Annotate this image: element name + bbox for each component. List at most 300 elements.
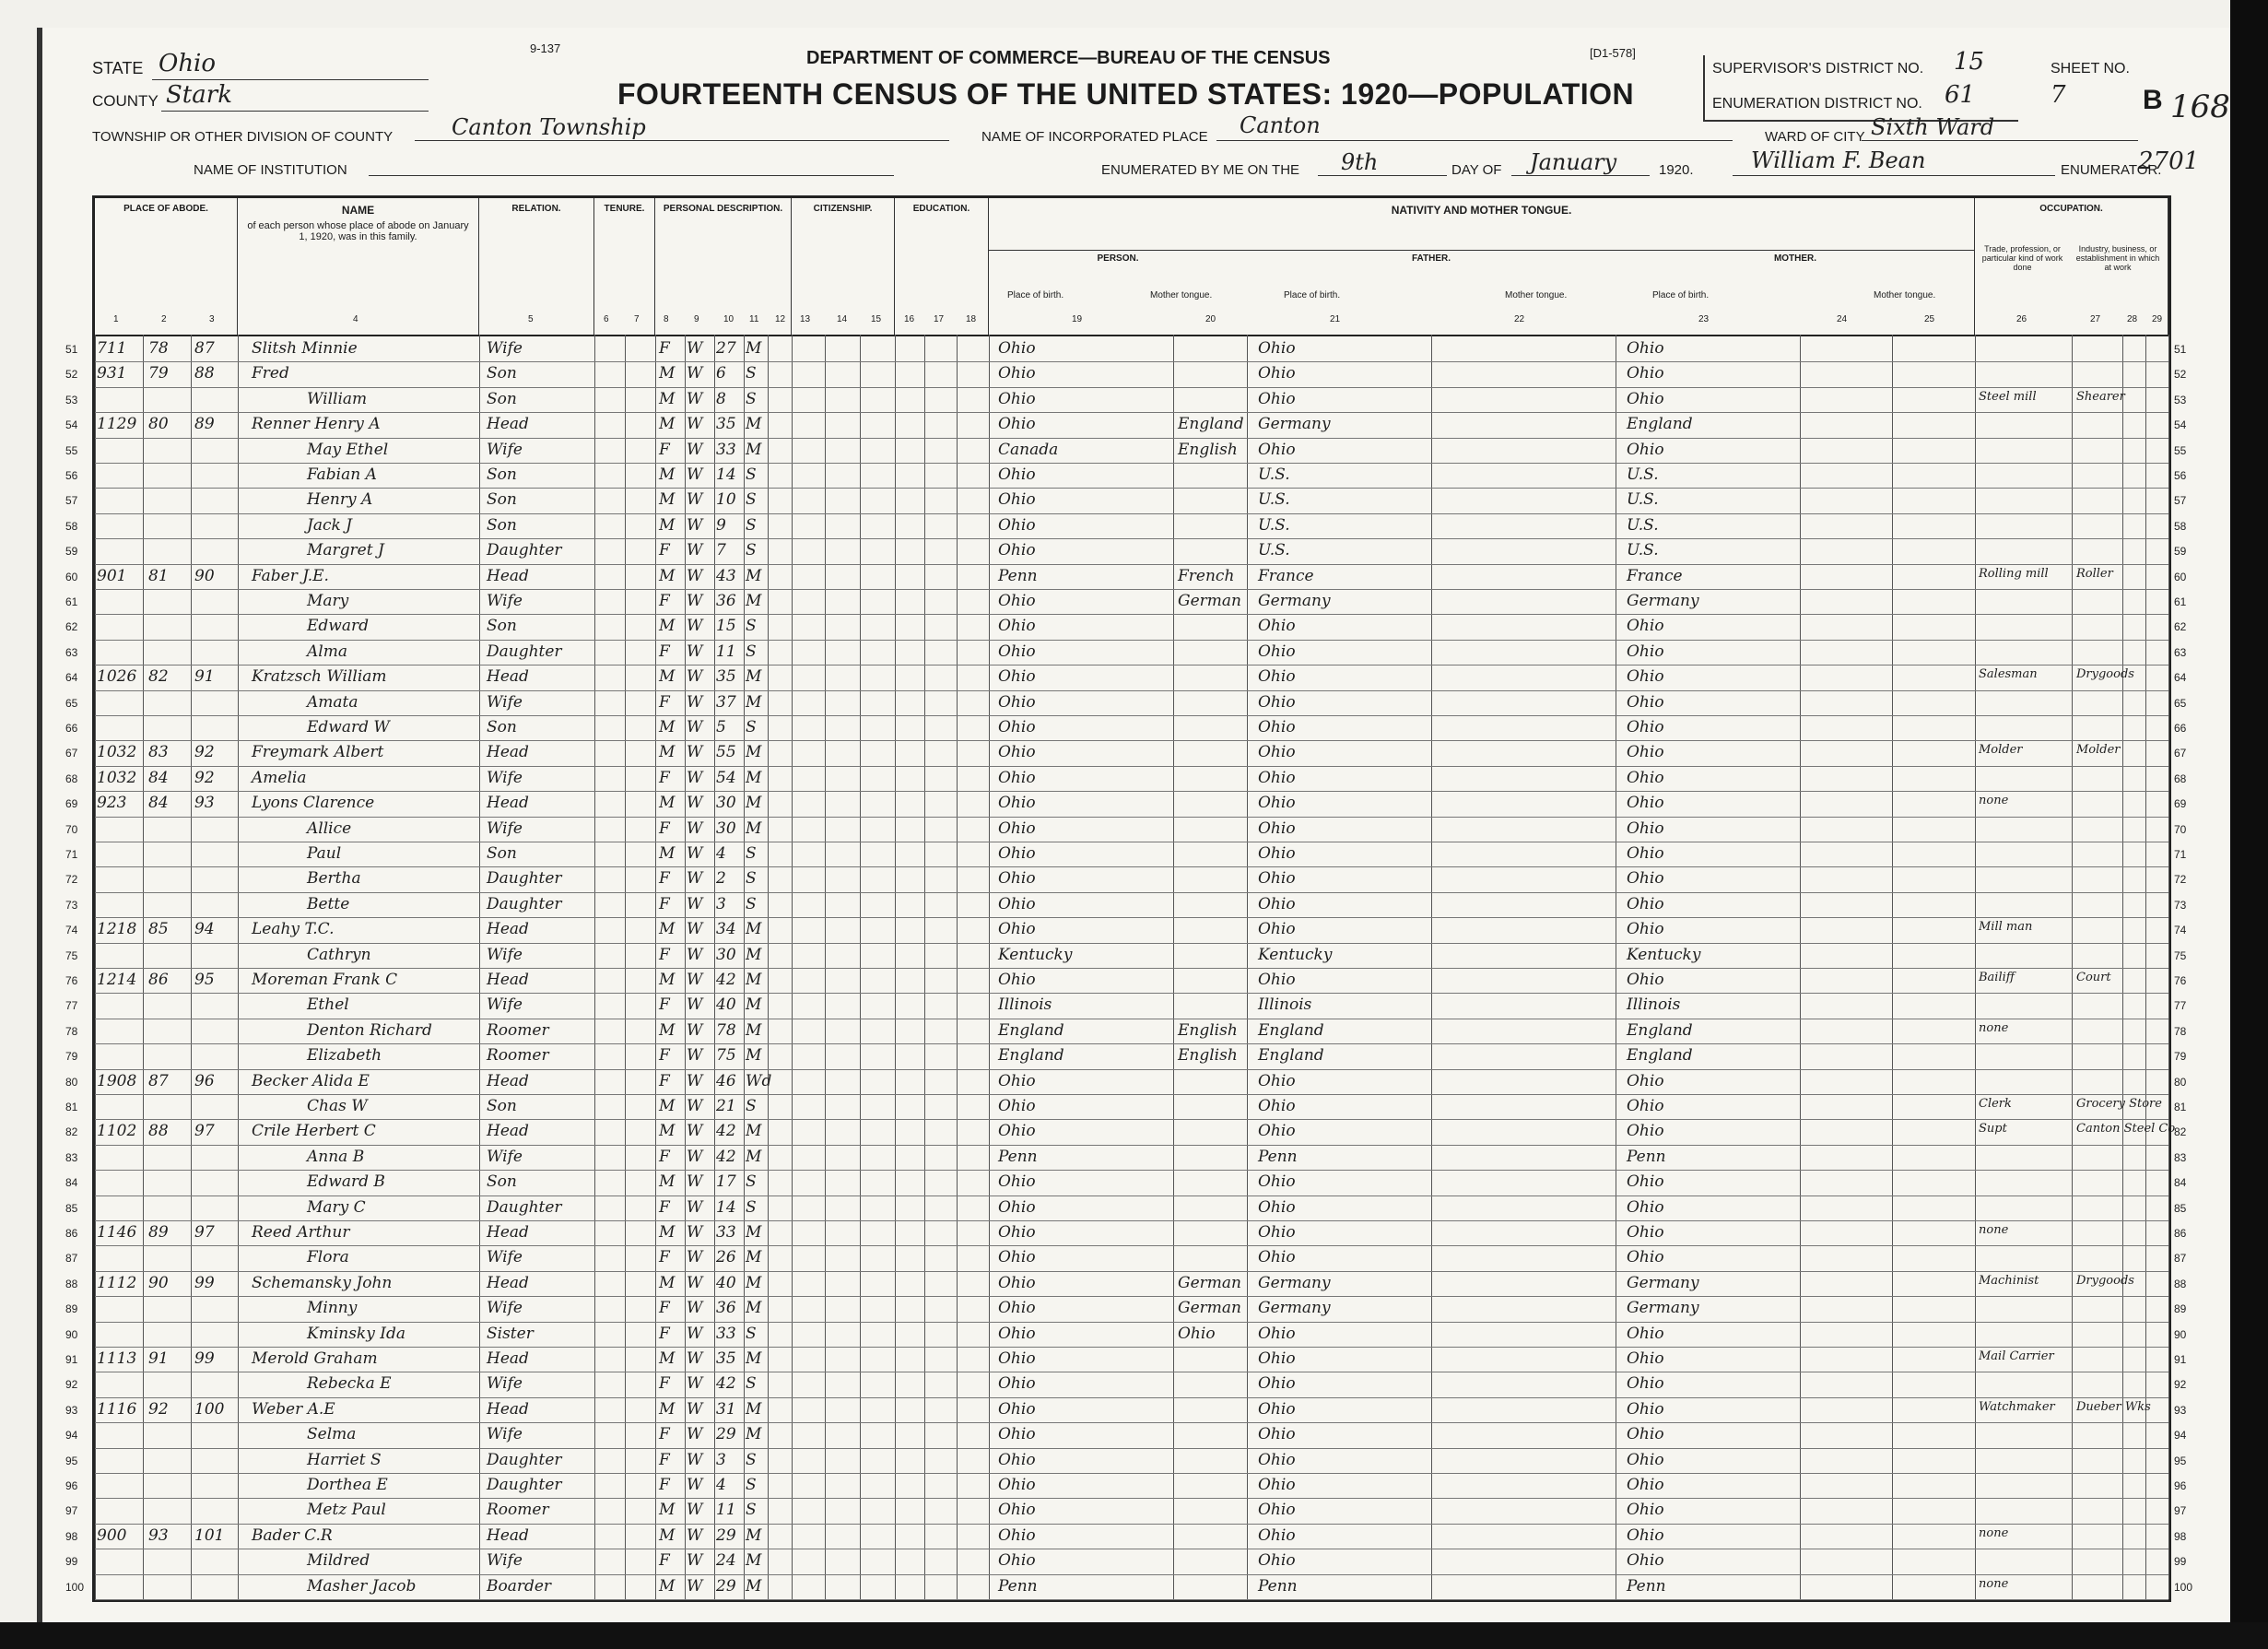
table-row (65, 740, 2187, 765)
age: 9 (716, 515, 726, 535)
person-name: Faber J.E. (252, 566, 329, 585)
supervisor-value: 15 (1954, 48, 1985, 76)
birthplace: Ohio (998, 869, 1036, 889)
mother-birthplace: Ohio (1627, 1172, 1664, 1192)
marital-status: S (746, 1324, 757, 1343)
house-number: 1032 (97, 743, 137, 762)
relation: Wife (487, 1147, 523, 1166)
table-row (65, 438, 2187, 463)
age: 42 (716, 1147, 736, 1166)
birthplace: England (998, 1020, 1064, 1040)
race: W (687, 1020, 703, 1040)
birthplace: Ohio (998, 1374, 1036, 1394)
marital-status: M (746, 1299, 762, 1318)
sex: M (659, 490, 676, 510)
father-birthplace: Ohio (1258, 869, 1296, 889)
age: 36 (716, 1299, 736, 1318)
line-number-right: 83 (2174, 1150, 2187, 1164)
sex: M (659, 515, 676, 535)
person-name: Cathryn (307, 945, 371, 964)
person-name: Ethel (307, 995, 349, 1015)
age: 40 (716, 1273, 736, 1292)
marital-status: S (746, 1197, 757, 1217)
person-name: Masher Jacob (307, 1576, 417, 1596)
occupation-industry: Grocery Store (2076, 1097, 2162, 1111)
sex: F (659, 592, 670, 610)
birthplace: Ohio (998, 1197, 1036, 1217)
person-name: Margret J (307, 541, 384, 560)
person-name: Merold Graham (252, 1349, 378, 1368)
age: 17 (716, 1172, 736, 1192)
line-number: 79 (65, 1050, 78, 1064)
dwelling-number: 89 (148, 1223, 169, 1242)
marital-status: S (746, 844, 757, 863)
father-birthplace: Penn (1258, 1147, 1298, 1166)
person-mother-tongue: English (1178, 1046, 1238, 1066)
race: W (687, 1223, 703, 1242)
line-number: 61 (65, 595, 78, 608)
birthplace: Illinois (998, 995, 1052, 1015)
race: W (687, 971, 703, 989)
person-name: Bertha (307, 869, 361, 889)
sex: M (659, 920, 676, 939)
house-number: 931 (97, 364, 127, 383)
column-number: 11 (749, 314, 759, 324)
mother-birthplace: Ohio (1627, 389, 1664, 408)
person-name: Reed Arthur (252, 1223, 350, 1242)
sex: F (659, 1324, 670, 1343)
father-birthplace: Ohio (1258, 844, 1296, 863)
age: 31 (716, 1399, 736, 1419)
column-number: 23 (1698, 314, 1710, 324)
race: W (687, 1374, 703, 1394)
father-birthplace: Ohio (1258, 1122, 1296, 1141)
race: W (687, 743, 703, 762)
line-number: 67 (65, 747, 78, 760)
dwelling-number: 92 (148, 1399, 169, 1419)
column-number: 14 (837, 314, 848, 324)
table-row (65, 1397, 2187, 1422)
sex: F (659, 1147, 670, 1166)
enumerator-name: William F. Bean (1751, 147, 1926, 173)
sex: F (659, 1046, 670, 1066)
father-birthplace: Ohio (1258, 1399, 1296, 1419)
birthplace: Ohio (998, 541, 1036, 560)
mother-birthplace: Ohio (1627, 1324, 1664, 1343)
marital-status: S (746, 617, 757, 636)
father-birthplace: France (1258, 566, 1314, 585)
relation: Daughter (487, 541, 562, 560)
line-number: 90 (65, 1327, 78, 1341)
line-number-right: 90 (2174, 1327, 2187, 1341)
mother-birthplace: Ohio (1627, 1425, 1664, 1444)
relation: Head (487, 794, 529, 813)
mother-birthplace: Ohio (1627, 339, 1664, 358)
col-trade: Trade, profession, or particular kind of work done (1981, 244, 2063, 272)
sex: M (659, 1097, 676, 1115)
relation: Head (487, 1223, 529, 1242)
line-number-right: 86 (2174, 1227, 2187, 1240)
race: W (687, 1501, 703, 1520)
marital-status: S (746, 1172, 757, 1192)
col-tenure: TENURE. (604, 204, 645, 214)
column-number: 25 (1924, 314, 1935, 324)
dwelling-number: 82 (148, 667, 169, 687)
table-row (65, 1498, 2187, 1523)
race: W (687, 1476, 703, 1494)
sex: M (659, 743, 676, 762)
house-number: 1146 (97, 1223, 137, 1242)
house-number: 901 (97, 566, 127, 585)
sex: F (659, 440, 670, 459)
line-number-right: 70 (2174, 822, 2187, 836)
sex: M (659, 1273, 676, 1292)
incorporated-label: NAME OF INCORPORATED PLACE (981, 129, 1208, 145)
race: W (687, 1399, 703, 1419)
line-number: 72 (65, 873, 78, 887)
race: W (687, 642, 703, 661)
line-number: 65 (65, 696, 78, 710)
department-title: DEPARTMENT OF COMMERCE—BUREAU OF THE CENSUS (806, 48, 1331, 68)
column-number: 26 (2016, 314, 2027, 324)
age: 35 (716, 1349, 736, 1368)
birthplace: Ohio (998, 1476, 1036, 1494)
table-row (65, 361, 2187, 386)
age: 30 (716, 819, 736, 838)
age: 78 (716, 1020, 736, 1040)
birthplace: Ohio (998, 1425, 1036, 1444)
race: W (687, 1097, 703, 1115)
sex: M (659, 1501, 676, 1520)
father-birthplace: Ohio (1258, 1248, 1296, 1267)
line-number: 58 (65, 519, 78, 533)
marital-status: M (746, 1576, 762, 1596)
line-number-right: 54 (2174, 418, 2187, 432)
father-birthplace: Ohio (1258, 920, 1296, 939)
race: W (687, 667, 703, 687)
line-number-right: 72 (2174, 873, 2187, 887)
relation: Wife (487, 339, 523, 358)
dwelling-number: 88 (148, 1122, 169, 1141)
birthplace: Penn (998, 566, 1038, 585)
person-name: Crile Herbert C (252, 1122, 376, 1141)
age: 54 (716, 768, 736, 787)
birthplace: Ohio (998, 768, 1036, 787)
race: W (687, 490, 703, 510)
race: W (687, 1248, 703, 1267)
person-name: Schemansky John (252, 1273, 393, 1292)
birthplace: Ohio (998, 1097, 1036, 1115)
line-number-right: 99 (2174, 1555, 2187, 1569)
column-number: 6 (604, 314, 609, 324)
age: 14 (716, 1197, 736, 1217)
line-number: 55 (65, 443, 78, 457)
birthplace: Ohio (998, 389, 1036, 408)
person-name: Selma (307, 1425, 357, 1444)
occupation-trade: none (1979, 794, 2009, 808)
marital-status: S (746, 541, 757, 560)
occupation-trade: Molder (1979, 743, 2023, 758)
person-name: Bette (307, 894, 350, 913)
marital-status: M (746, 945, 762, 964)
col-citizenship: CITIZENSHIP. (813, 204, 873, 214)
occupation-trade: none (1979, 1576, 2009, 1591)
county-value: Stark (166, 81, 232, 109)
column-number: 13 (800, 314, 811, 324)
father-birthplace: Ohio (1258, 1172, 1296, 1192)
person-mother-tongue: German (1178, 1273, 1241, 1292)
sex: M (659, 844, 676, 863)
person-name: Mary C (307, 1197, 366, 1217)
line-number: 92 (65, 1378, 78, 1392)
person-name: Allice (307, 819, 352, 838)
col-mother-pob: Place of birth. (1652, 290, 1710, 300)
sex: F (659, 1248, 670, 1267)
birthplace: Ohio (998, 339, 1036, 358)
birthplace: Ohio (998, 1248, 1036, 1267)
column-number: 3 (209, 314, 215, 324)
relation: Daughter (487, 1476, 562, 1494)
mother-birthplace: Ohio (1627, 1223, 1664, 1242)
col-father-pob: Place of birth. (1284, 290, 1341, 300)
race: W (687, 592, 703, 610)
township-label: TOWNSHIP OR OTHER DIVISION OF COUNTY (92, 129, 394, 145)
sheet-value: 7 (2051, 81, 2066, 109)
family-number: 95 (194, 971, 215, 989)
birthplace: Ohio (998, 617, 1036, 636)
col-nativity: NATIVITY AND MOTHER TONGUE. (1391, 204, 1572, 217)
father-birthplace: Ohio (1258, 819, 1296, 838)
marital-status: M (746, 794, 762, 813)
relation: Wife (487, 995, 523, 1015)
table-row (65, 766, 2187, 791)
father-birthplace: Ohio (1258, 1097, 1296, 1115)
person-name: Fabian A (307, 465, 377, 484)
mother-birthplace: Ohio (1627, 1501, 1664, 1520)
person-name: Mildred (307, 1551, 370, 1571)
marital-status: M (746, 415, 762, 434)
age: 42 (716, 971, 736, 989)
sex: M (659, 1223, 676, 1242)
line-number-right: 63 (2174, 645, 2187, 659)
sex: M (659, 566, 676, 585)
column-number: 29 (2152, 314, 2163, 324)
column-number: 9 (694, 314, 699, 324)
race: W (687, 768, 703, 787)
birthplace: Canada (998, 440, 1059, 459)
occupation-trade: Mail Carrier (1979, 1349, 2054, 1363)
stamp-number-2: 2701 (2138, 147, 2200, 175)
father-birthplace: Ohio (1258, 667, 1296, 687)
age: 42 (716, 1122, 736, 1141)
mother-birthplace: Ohio (1627, 920, 1664, 939)
col-name: NAME (341, 204, 375, 217)
table-row (65, 513, 2187, 538)
line-number: 76 (65, 974, 78, 987)
table-row (65, 1372, 2187, 1396)
line-number-right: 87 (2174, 1252, 2187, 1266)
mother-birthplace: Ohio (1627, 1399, 1664, 1419)
marital-status: S (746, 490, 757, 510)
mother-birthplace: Ohio (1627, 1097, 1664, 1115)
race: W (687, 1273, 703, 1292)
mother-birthplace: Ohio (1627, 642, 1664, 661)
age: 46 (716, 1071, 736, 1090)
relation: Son (487, 1172, 517, 1192)
table-row (65, 387, 2187, 412)
marital-status: S (746, 465, 757, 484)
marital-status: M (746, 995, 762, 1015)
mother-birthplace: Ohio (1627, 667, 1664, 687)
marital-status: M (746, 339, 762, 358)
father-birthplace: Ohio (1258, 1349, 1296, 1368)
birthplace: Ohio (998, 415, 1036, 434)
relation: Head (487, 1399, 529, 1419)
age: 15 (716, 617, 736, 636)
person-name: Rebecka E (307, 1374, 392, 1394)
birthplace: Ohio (998, 490, 1036, 510)
race: W (687, 1299, 703, 1318)
incorporated-value: Canton (1240, 112, 1321, 138)
family-number: 90 (194, 566, 215, 585)
scan-edge-right (2230, 0, 2268, 1649)
mother-birthplace: Ohio (1627, 1450, 1664, 1469)
line-number-right: 78 (2174, 1024, 2187, 1038)
birthplace: Ohio (998, 819, 1036, 838)
sex: F (659, 1299, 670, 1318)
father-birthplace: Ohio (1258, 1071, 1296, 1090)
relation: Son (487, 844, 517, 863)
marital-status: M (746, 692, 762, 712)
sex: M (659, 1172, 676, 1192)
father-birthplace: U.S. (1258, 541, 1290, 560)
mother-birthplace: Germany (1627, 1273, 1699, 1292)
occupation-industry: Drygoods (2076, 1273, 2134, 1288)
mother-birthplace: England (1627, 415, 1693, 434)
race: W (687, 945, 703, 964)
line-number: 87 (65, 1252, 78, 1266)
age: 43 (716, 566, 736, 585)
relation: Head (487, 743, 529, 762)
race: W (687, 1450, 703, 1469)
father-birthplace: Ohio (1258, 642, 1296, 661)
family-number: 99 (194, 1273, 215, 1292)
race: W (687, 389, 703, 408)
table-row (65, 817, 2187, 842)
table-row (65, 1448, 2187, 1473)
sex: M (659, 364, 676, 383)
father-birthplace: Ohio (1258, 894, 1296, 913)
sex: F (659, 642, 670, 661)
relation: Wife (487, 945, 523, 964)
line-number-right: 68 (2174, 771, 2187, 785)
marital-status: S (746, 869, 757, 889)
mother-birthplace: Kentucky (1627, 945, 1701, 964)
race: W (687, 566, 703, 585)
table-row (65, 412, 2187, 437)
column-number: 2 (161, 314, 167, 324)
line-number: 54 (65, 418, 78, 432)
relation: Wife (487, 1299, 523, 1318)
person-mother-tongue: French (1178, 566, 1235, 585)
sex: M (659, 667, 676, 687)
line-number-right: 98 (2174, 1529, 2187, 1543)
race: W (687, 1525, 703, 1545)
father-birthplace: Penn (1258, 1576, 1298, 1596)
relation: Son (487, 617, 517, 636)
relation: Head (487, 971, 529, 989)
mother-birthplace: Ohio (1627, 364, 1664, 383)
sex: F (659, 1197, 670, 1217)
birthplace: Ohio (998, 1071, 1036, 1090)
mother-birthplace: England (1627, 1020, 1693, 1040)
dwelling-number: 79 (148, 364, 169, 383)
sex: M (659, 1020, 676, 1040)
age: 5 (716, 718, 726, 736)
supervisor-label: SUPERVISOR'S DISTRICT NO. (1712, 61, 1924, 77)
marital-status: S (746, 642, 757, 661)
marital-status: M (746, 1223, 762, 1242)
mother-birthplace: Ohio (1627, 1248, 1664, 1267)
column-number: 28 (2127, 314, 2138, 324)
table-row (65, 1574, 2193, 1599)
father-birthplace: Germany (1258, 1273, 1331, 1292)
sheet-suffix: B (2143, 85, 2163, 115)
sex: M (659, 1399, 676, 1419)
age: 11 (716, 1501, 736, 1520)
relation: Head (487, 1273, 529, 1292)
table-row (65, 538, 2187, 563)
marital-status: S (746, 389, 757, 408)
occupation-industry: Drygoods (2076, 667, 2134, 682)
marital-status: M (746, 1020, 762, 1040)
father-birthplace: Kentucky (1258, 945, 1333, 964)
line-number: 99 (65, 1555, 78, 1569)
line-number-right: 65 (2174, 696, 2187, 710)
dwelling-number: 84 (148, 794, 169, 813)
race: W (687, 1425, 703, 1444)
age: 37 (716, 692, 736, 712)
father-birthplace: Illinois (1258, 995, 1312, 1015)
line-number: 56 (65, 469, 78, 482)
age: 30 (716, 945, 736, 964)
birthplace: Penn (998, 1147, 1038, 1166)
line-number-right: 82 (2174, 1125, 2187, 1139)
person-name: Anna B (307, 1147, 365, 1166)
census-table (65, 195, 2193, 1602)
sex: M (659, 415, 676, 434)
line-number: 62 (65, 620, 78, 634)
marital-status: M (746, 1399, 762, 1419)
age: 33 (716, 1324, 736, 1343)
line-number: 77 (65, 999, 78, 1013)
race: W (687, 1197, 703, 1217)
age: 10 (716, 490, 736, 510)
occupation-trade: none (1979, 1020, 2009, 1035)
age: 34 (716, 920, 736, 939)
col-industry: Industry, business, or establishment in which at work (2075, 244, 2160, 272)
race: W (687, 541, 703, 560)
line-number-right: 55 (2174, 443, 2187, 457)
table-row (65, 1296, 2187, 1321)
birthplace: Ohio (998, 592, 1036, 610)
col-father: FATHER. (1411, 253, 1451, 264)
table-row (65, 1094, 2187, 1119)
birthplace: Kentucky (998, 945, 1073, 964)
father-birthplace: Ohio (1258, 339, 1296, 358)
person-name: Denton Richard (307, 1020, 432, 1040)
relation: Daughter (487, 1197, 562, 1217)
